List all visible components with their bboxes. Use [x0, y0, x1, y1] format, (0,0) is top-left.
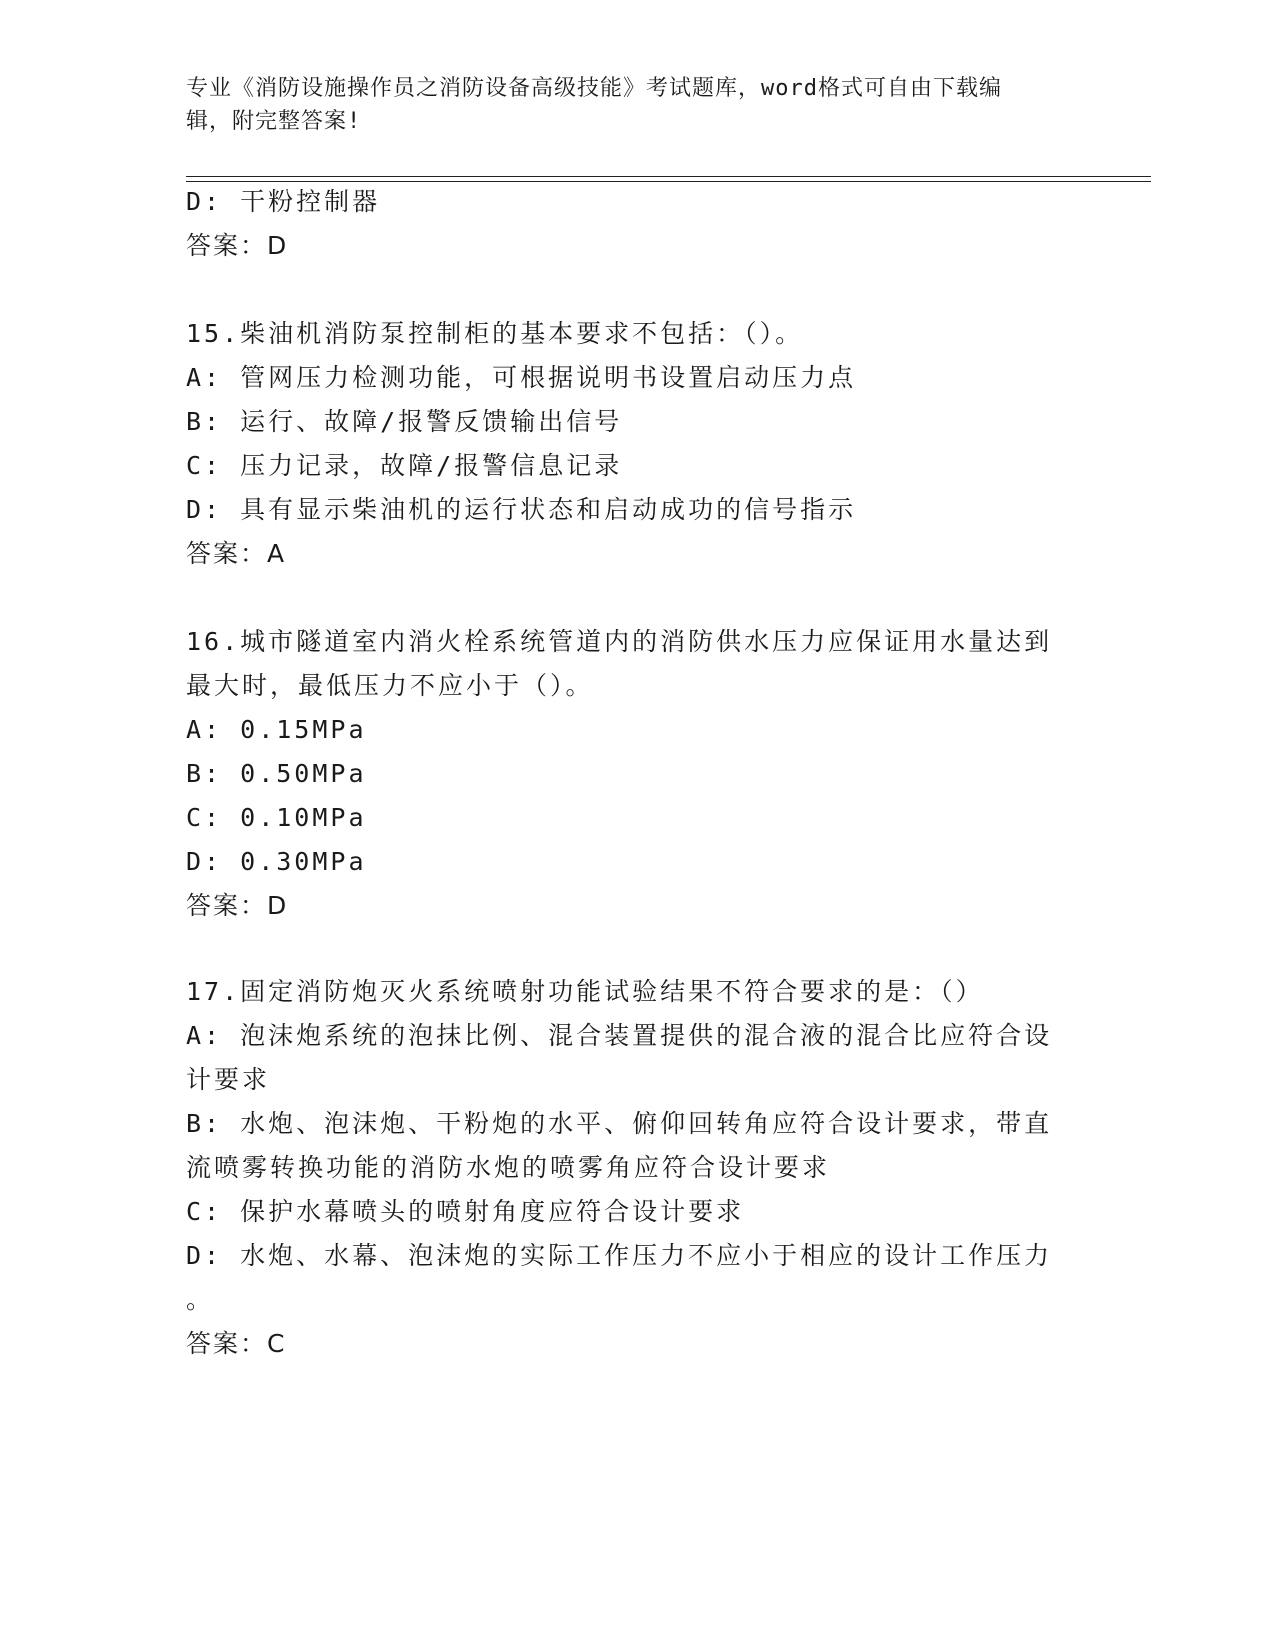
q15-option-a: A: 管网压力检测功能，可根据说明书设置启动压力点 — [186, 363, 857, 392]
q17-question: 17.固定消防炮灭火系统喷射功能试验结果不符合要求的是：（） — [186, 977, 984, 1006]
q17-option-a-line-2: 计要求 — [186, 1065, 271, 1094]
prev-answer: 答案：D — [186, 231, 289, 260]
q15-option-b: B: 运行、故障/报警反馈输出信号 — [186, 407, 623, 436]
q17-option-d-line-1: D: 水炮、水幕、泡沫炮的实际工作压力不应小于相应的设计工作压力 — [186, 1241, 1053, 1270]
q17-option-d-line-2: 。 — [186, 1285, 215, 1314]
header-divider-top — [186, 176, 1151, 177]
q17-option-b-line-2: 流喷雾转换功能的消防水炮的喷雾角应符合设计要求 — [186, 1153, 831, 1182]
q17-option-c: C: 保护水幕喷头的喷射角度应符合设计要求 — [186, 1197, 745, 1226]
prev-option-d: D: 干粉控制器 — [186, 187, 381, 216]
q16-question-line-2: 最大时，最低压力不应小于（）。 — [186, 671, 594, 700]
q16-option-d: D: 0.30MPa — [186, 847, 367, 876]
q17-answer: 答案：C — [186, 1329, 287, 1358]
q16-option-c: C: 0.10MPa — [186, 803, 367, 832]
q15-option-c: C: 压力记录，故障/报警信息记录 — [186, 451, 623, 480]
q15-option-d: D: 具有显示柴油机的运行状态和启动成功的信号指示 — [186, 495, 857, 524]
q16-question-line-1: 16.城市隧道室内消火栓系统管道内的消防供水压力应保证用水量达到 — [186, 627, 1053, 656]
header-line-2: 辑，附完整答案! — [186, 109, 362, 134]
header-line-1: 专业《消防设施操作员之消防设备高级技能》考试题库，word格式可自由下载编 — [186, 76, 1002, 101]
q16-option-a: A: 0.15MPa — [186, 715, 367, 744]
q17-option-a-line-1: A: 泡沫炮系统的泡抹比例、混合装置提供的混合液的混合比应符合设 — [186, 1021, 1053, 1050]
q17-option-b-line-1: B: 水炮、泡沫炮、干粉炮的水平、俯仰回转角应符合设计要求，带直 — [186, 1109, 1053, 1138]
q16-answer: 答案：D — [186, 891, 289, 920]
q15-answer: 答案：A — [186, 539, 287, 568]
q15-question: 15.柴油机消防泵控制柜的基本要求不包括：（）。 — [186, 319, 804, 348]
document-header — [186, 72, 1066, 138]
q16-option-b: B: 0.50MPa — [186, 759, 367, 788]
